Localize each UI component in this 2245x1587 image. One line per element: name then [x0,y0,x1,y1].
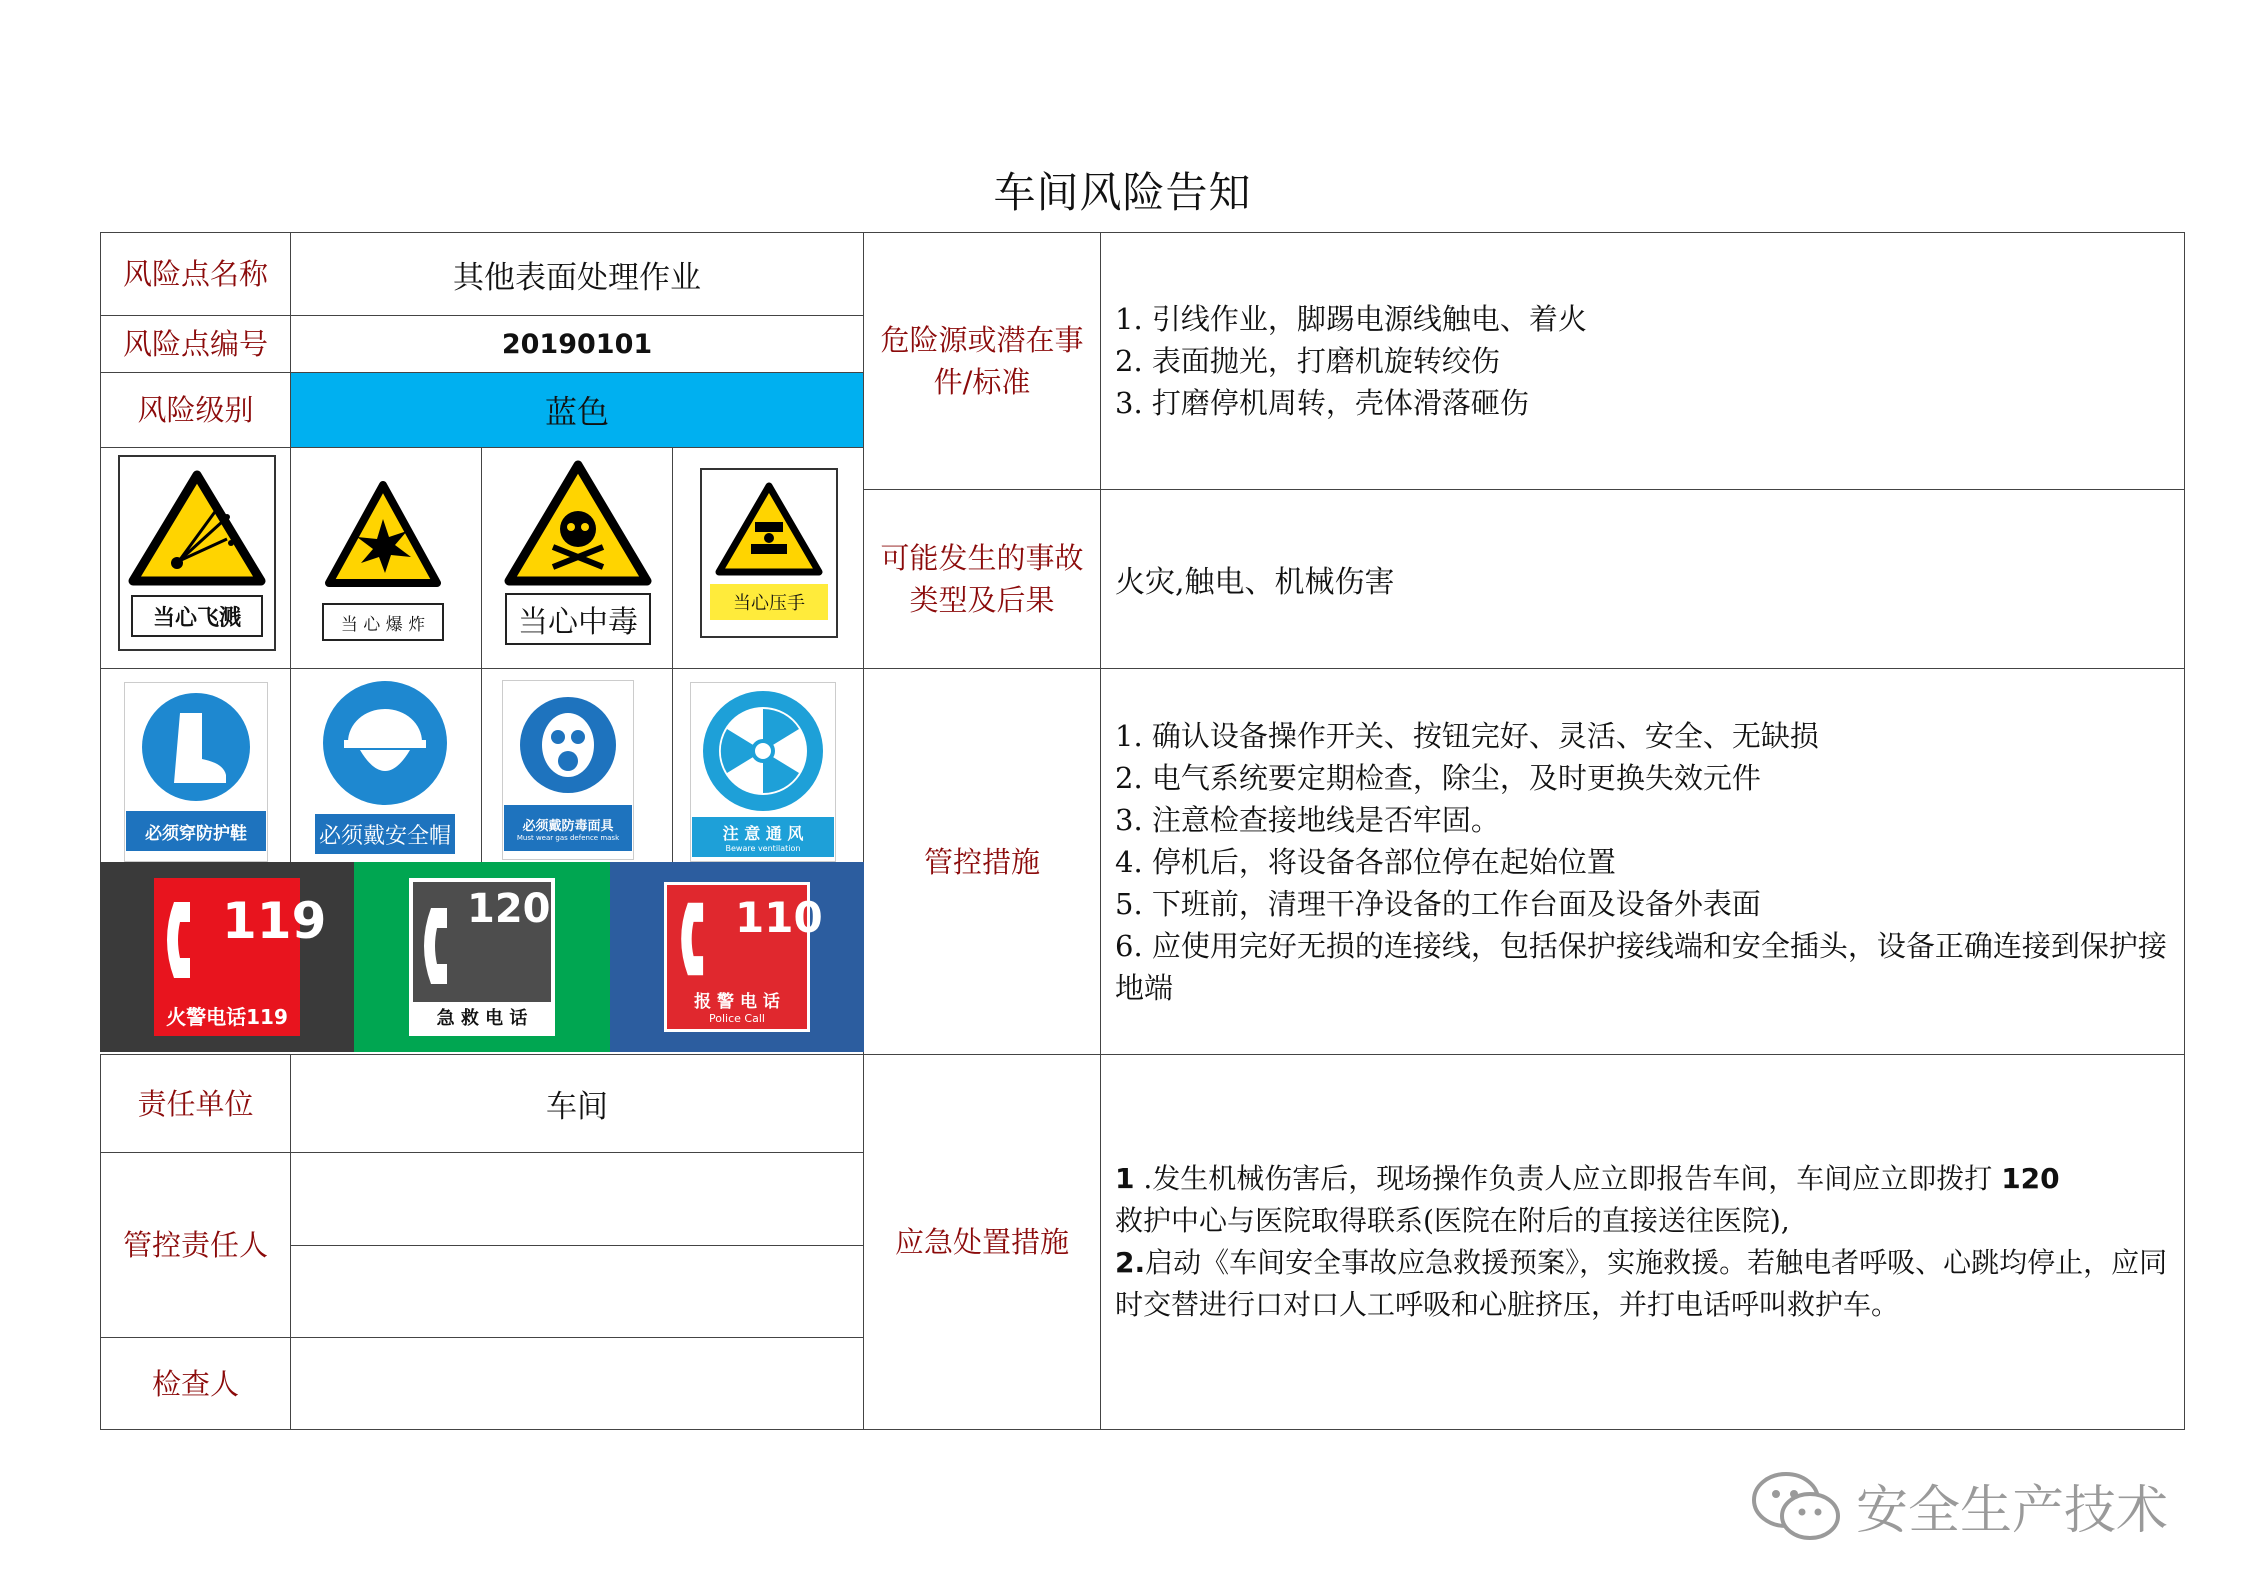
hazard-item: 2. 表面抛光，打磨机旋转绞伤 [1115,344,1500,378]
control-person-label: 管控责任人 [100,1152,291,1338]
mandatory-caption-2: 必须戴安全帽 [315,814,455,854]
control-person-value-2 [290,1245,864,1338]
mandatory-caption-3: 必须戴防毒面具 [522,818,614,834]
gas-mask-icon [518,695,618,795]
risk-name-value: 其他表面处理作业 [290,232,864,316]
control-measures-label: 管控措施 [863,668,1101,1055]
hazard-list-cell [1100,232,2185,490]
emergency-cell [1100,1054,2185,1430]
warning-caption-3: 当心中毒 [505,593,651,645]
risk-code-value: 20190101 [290,315,864,373]
hazard-item: 1. 引线作业，脚踢电源线触电、着火 [1115,302,1587,336]
risk-level-label: 风险级别 [100,372,291,448]
explosion-icon [323,479,443,591]
hazard-list [1115,298,1587,424]
mandatory-sign-helmet [310,680,460,862]
control-list-cell [1100,668,2185,1055]
phone-icon [164,898,220,982]
page-title: 车间风险告知 [993,168,1252,217]
accident-value-cell [1100,489,2185,669]
phone-caption-police-block [667,987,807,1025]
responsible-unit-label: 责任单位 [100,1054,291,1153]
watermark-text: 安全生产技术 [1856,1481,2169,1541]
control-item: 5. 下班前，清理干净设备的工作台面及设备外表面 [1115,886,1761,921]
mandatory-caption-1: 必须穿防护鞋 [126,811,266,851]
risk-name-label: 风险点名称 [100,232,291,316]
wechat-icon [1750,1470,1842,1542]
phone-number-first-aid: 120 [467,886,551,932]
warning-sign-flying-debris [118,455,276,651]
responsible-unit-value: 车间 [290,1054,864,1153]
mandatory-caption-4: 注 意 通 风 [722,824,804,843]
warning-caption-4: 当心压手 [710,584,828,620]
phone-sign-fire [100,862,354,1052]
hazard-item: 3. 打磨停机周转，壳体滑落砸伤 [1115,386,1529,420]
emergency-p1-text: .发生机械伤害后，现场操作负责人应立即报告车间，车间应立即拨打 [1134,1162,2002,1195]
ventilation-icon [701,689,825,813]
poison-icon [503,459,653,587]
emergency-p1-text2: 救护中心与医院取得联系(医院在附后的直接送往医院), [1115,1204,1790,1237]
phone-number-fire: 119 [222,892,327,950]
emergency-p1-tel: 120 [2001,1162,2060,1195]
warning-caption-2: 当 心 爆 炸 [322,603,444,641]
risk-code-label: 风险点编号 [100,315,291,373]
phone-sign-first-aid [354,862,610,1052]
phone-panel-first-aid [409,878,555,1036]
mandatory-sign-gas-mask [502,680,634,860]
phone-sub-police: Police Call [709,1012,765,1025]
control-person-value-1 [290,1152,864,1246]
phone-caption-first-aid-plate [413,1002,551,1032]
warning-sign-poison [498,452,658,652]
emergency-label: 应急处置措施 [863,1054,1101,1430]
mandatory-sub-3: Must wear gas defence mask [516,833,620,842]
control-item: 3. 注意检查接地线是否牢固。 [1115,802,1500,837]
emergency-p2-num: 2. [1115,1246,1146,1279]
warning-sign-crush-hand [700,468,838,638]
mandatory-caption-3-plate [504,805,632,851]
phone-sign-police [610,862,864,1052]
warning-sign-explosion [308,470,458,650]
control-item: 4. 停机后，将设备各部位停在起始位置 [1115,844,1616,879]
crush-hand-icon [713,480,825,578]
phone-caption-police: 报 警 电 话 [694,992,780,1012]
accident-value: 火灾,触电、机械伤害 [1115,565,1395,600]
phone-caption-first-aid: 急 救 电 话 [436,1008,528,1029]
control-item: 6. 应使用完好无损的连接线，包括保护接线端和安全插头，设备正确连接到保护接地端 [1115,928,2167,1005]
inspector-label: 检查人 [100,1337,291,1430]
phone-icon [677,899,733,979]
warning-caption-1: 当心飞溅 [131,595,263,637]
control-item: 2. 电气系统要定期检查，除尘，及时更换失效元件 [1115,760,1761,795]
mandatory-sign-ventilation [690,682,836,862]
emergency-p1-num: 1 [1115,1162,1135,1195]
control-list [1115,715,2170,1009]
mandatory-caption-4-plate [692,817,834,857]
phone-number-police: 110 [735,893,823,942]
control-item: 1. 确认设备操作开关、按钮完好、灵活、安全、无缺损 [1115,718,1819,753]
flying-debris-icon [127,469,267,587]
emergency-text [1115,1158,2170,1326]
mandatory-sign-shoes [124,682,268,862]
emergency-p2-text: 启动《车间安全事故应急救援预案》，实施救援。若触电者呼吸、心跳均停止，应同时交替进行口对口人工呼吸和心脏挤压，并打电话呼叫救护车。 [1115,1246,2168,1321]
phone-caption-fire: 火警电话119 [166,1005,288,1029]
phone-panel-fire [154,878,327,1036]
watermark [1750,1468,2168,1543]
safety-helmet-icon [318,680,452,806]
mandatory-sub-4: Beware ventilation [725,844,801,853]
accident-label: 可能发生的事故类型及后果 [863,489,1101,669]
phone-panel-police [664,882,823,1032]
hazard-label: 危险源或潜在事件/标准 [863,232,1101,490]
protective-shoes-icon [140,691,252,803]
risk-level-value: 蓝色 [290,372,864,448]
inspector-value [290,1337,864,1430]
